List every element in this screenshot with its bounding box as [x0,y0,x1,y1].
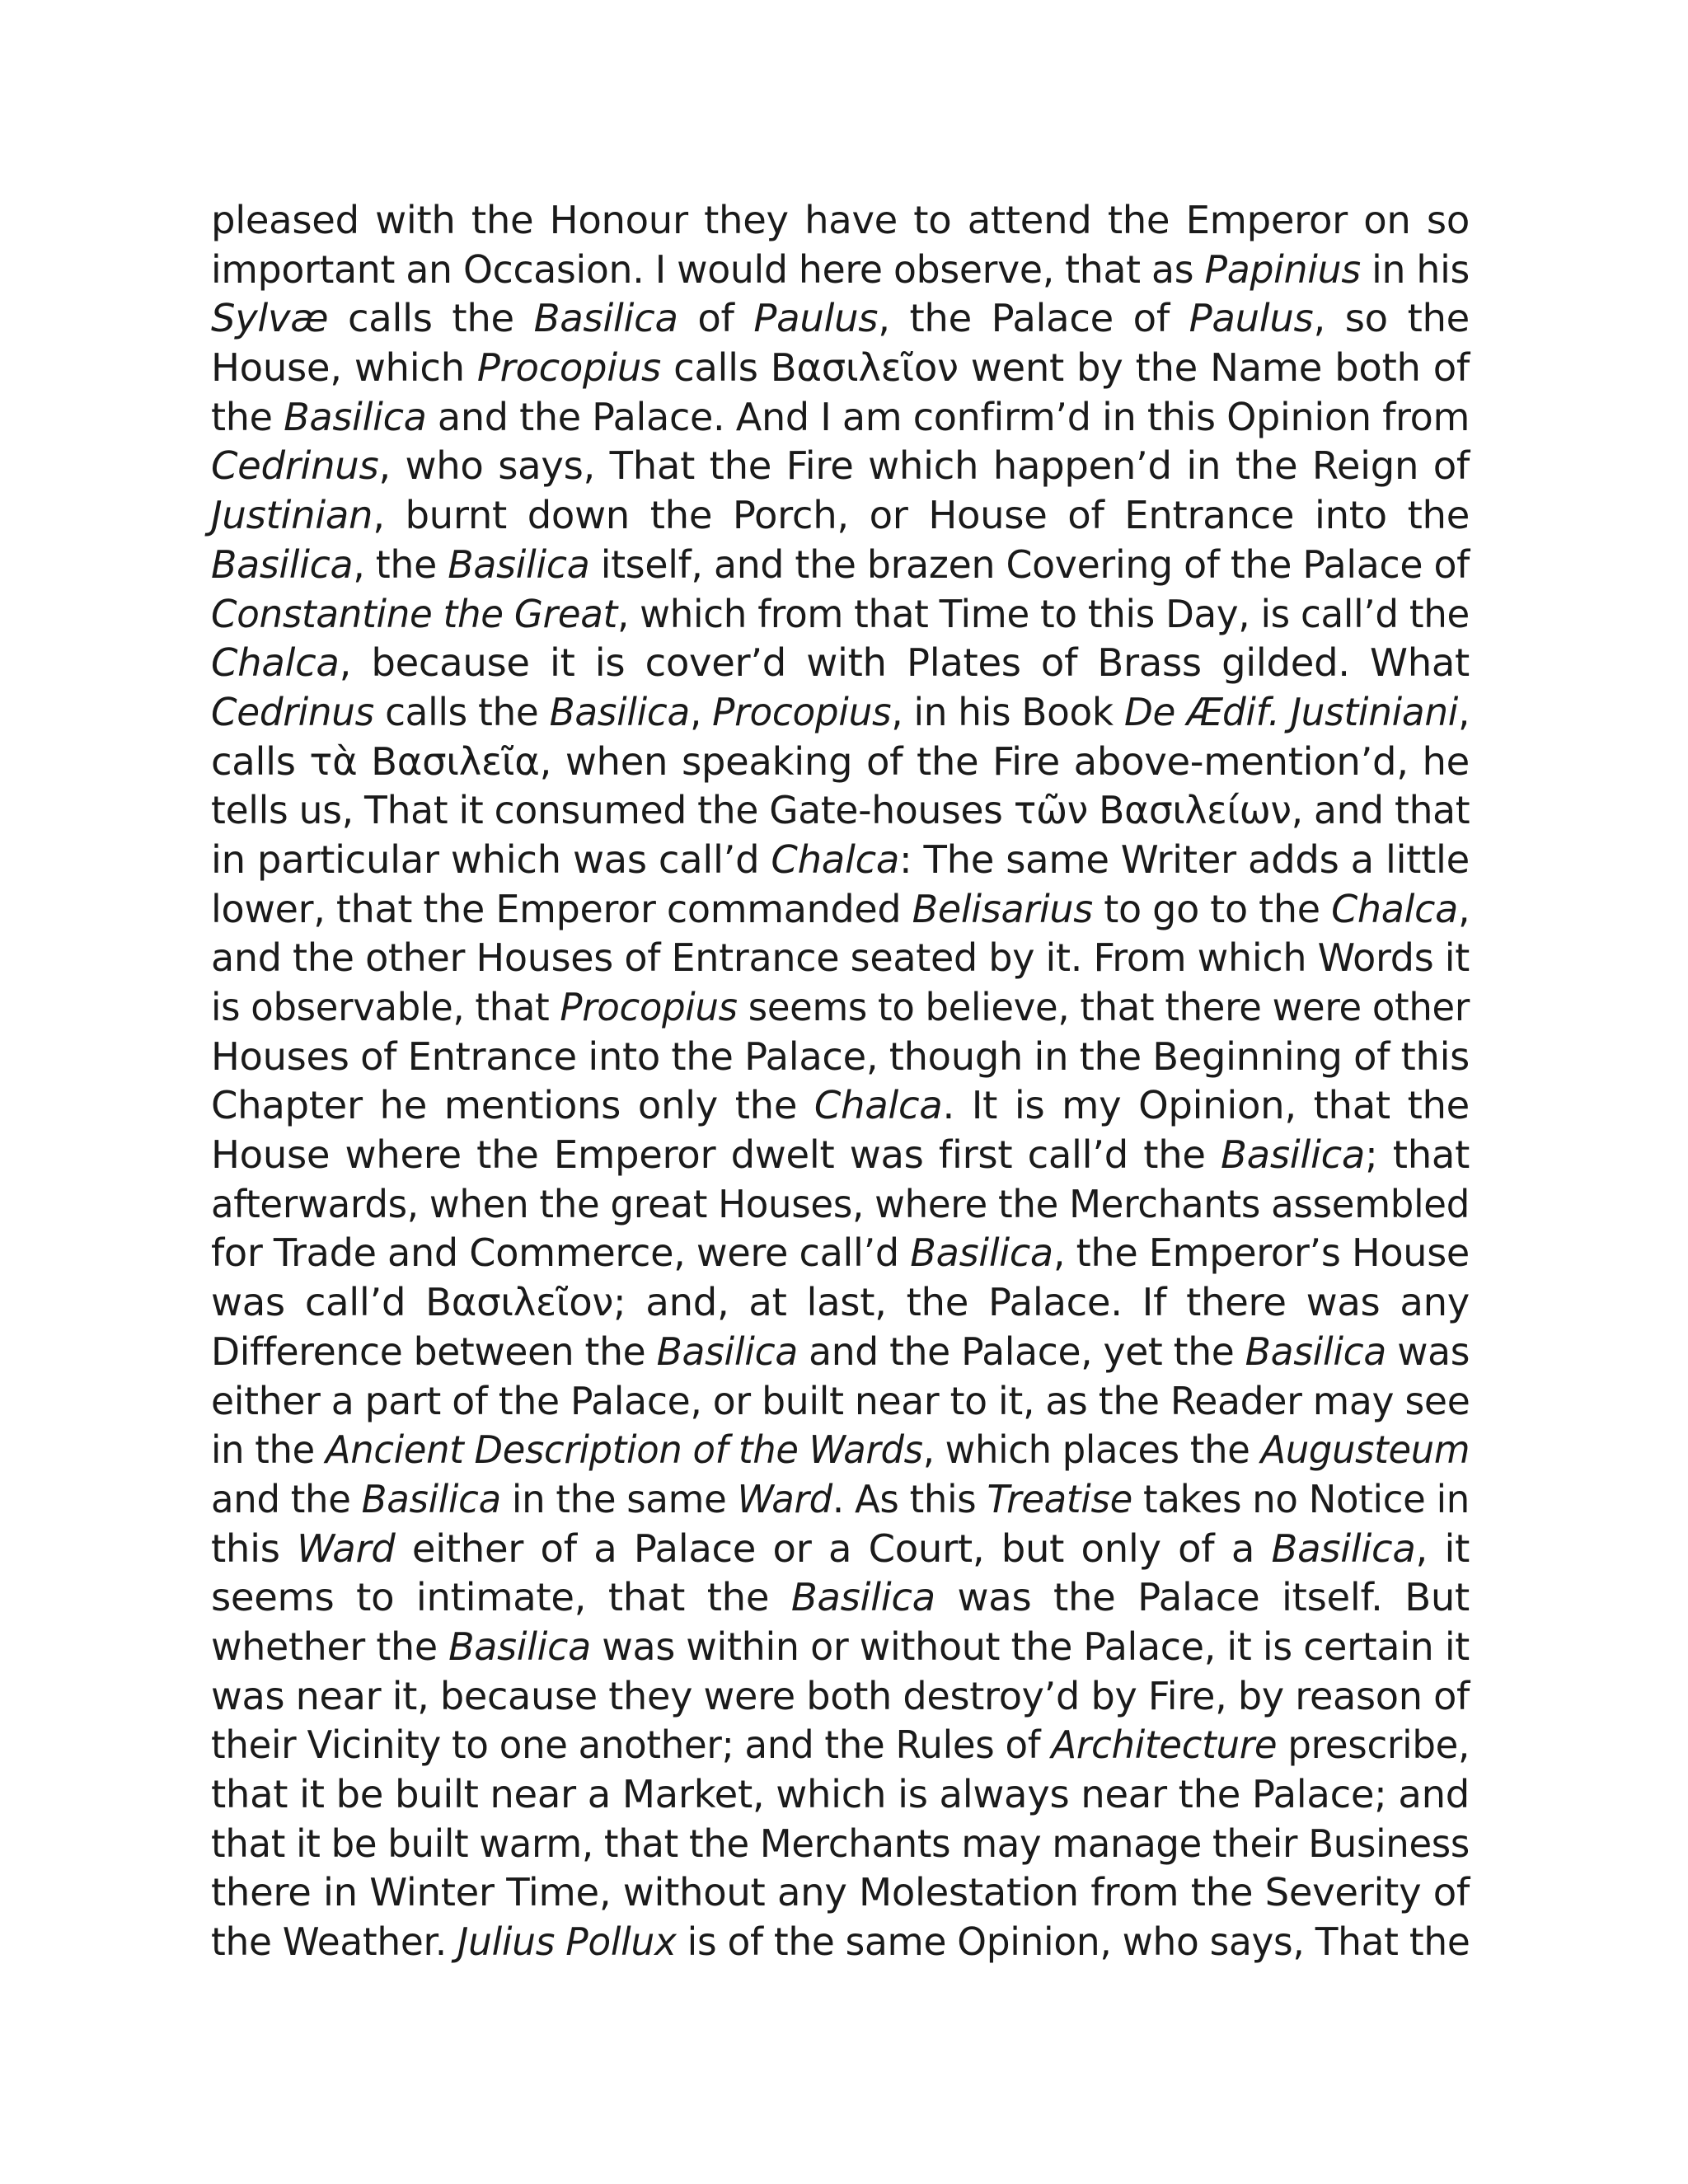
text-line [211,1770,1470,1820]
text-line [211,836,1470,885]
body-text: the [211,394,284,439]
body-text: either a part of the Palace, or built near to it, as the Reader may see [211,1378,1470,1423]
body-text: for Trade and Commerce, were call’d [211,1230,911,1276]
body-text: to go to the [1092,886,1332,931]
document-page [211,196,1470,1967]
body-text: and the Palace, yet the [797,1329,1245,1374]
italic-text: Procopius [476,345,661,391]
italic-text: Ancient Description of the Wards [325,1427,923,1473]
body-text: is observable, that [211,985,560,1029]
body-text: was the Palace itself. But [935,1575,1470,1620]
italic-text: Augusteum [1260,1427,1470,1473]
body-text: , so the [1313,296,1470,341]
body-text: , who says, That the Fire which happen’d in the Reign of [378,443,1470,489]
text-line [211,1377,1470,1427]
italic-text: Basilica [448,1624,591,1669]
body-text: House where the Emperor dwelt was first call’d the [211,1132,1221,1178]
italic-text: Julius Pollux [457,1919,677,1965]
body-text: , [1457,886,1470,931]
text-line [211,1721,1470,1770]
text-line [211,1131,1470,1180]
text-line [211,1573,1470,1623]
body-text: , which places the [922,1427,1261,1473]
body-text: , [689,689,713,734]
body-text: and the other Houses of Entrance seated by it. From which Words it [211,935,1470,981]
text-line [211,1525,1470,1574]
body-text: was call’d Βασιλεῖον; and, at last, the Palace. If there was any [211,1280,1470,1325]
body-text: was within or without the Palace, it is certain it [590,1624,1470,1669]
text-line [211,196,1470,246]
italic-text: Basilica [211,541,354,587]
italic-text: Cedrinus [211,443,379,489]
text-line [211,1081,1470,1131]
italic-text: Chalca [211,640,340,686]
body-text: important an Occasion. I would here observe, that as [211,246,1205,292]
italic-text: Basilica [656,1329,798,1374]
body-text: in particular which was call’d [211,837,771,882]
body-text: that it be built warm, that the Merchants may manage their Business [211,1821,1470,1866]
body-text: lower, that the Emperor commanded [211,886,912,931]
italic-text: Procopius [560,985,738,1029]
body-text: is of the same Opinion, who says, That the [676,1919,1470,1965]
italic-text: Treatise [987,1476,1132,1521]
body-text: pleased with the Honour they have to attend the Emperor on so [211,198,1470,242]
body-text: Difference between the [211,1329,657,1374]
text-line [211,1033,1470,1082]
italic-text: Basilica [910,1230,1053,1276]
body-text: and the Palace. And I am confirm’d in this Opinion from [426,394,1470,439]
italic-text: Paulus [1189,296,1314,341]
body-text: House, which [211,345,477,391]
italic-text: Sylvæ [211,296,329,341]
body-text: itself, and the brazen Covering of the Palace of [589,541,1470,587]
text-line [211,246,1470,295]
body-text: this [211,1526,298,1571]
body-text: , because it is cover’d with Plates of Brass gilded. What [339,640,1470,686]
body-text: . It is my Opinion, that the [942,1083,1470,1128]
italic-text: Chalca [1331,886,1458,931]
italic-text: Basilica [790,1575,935,1620]
italic-text: Architecture [1051,1722,1278,1768]
text-line [211,1426,1470,1475]
italic-text: Basilica [533,296,678,341]
body-text: calls τὰ Βασιλεῖα, when speaking of the Fire above-mention’d, he [211,738,1470,784]
text-line [211,786,1470,836]
text-line [211,1820,1470,1869]
body-text: of [678,296,754,341]
italic-text: Cedrinus [211,689,374,734]
text-line [211,1918,1470,1967]
body-text: the Weather. [211,1919,458,1965]
body-text: . As this [832,1476,987,1521]
body-text: in his [1360,246,1470,292]
text-line [211,1180,1470,1230]
body-text: prescribe, [1277,1722,1470,1768]
text-line [211,1623,1470,1672]
body-text: afterwards, when the great Houses, where the Merchants assembled [211,1181,1470,1226]
text-line [211,442,1470,491]
italic-text: Chalca [771,837,900,882]
body-text: calls the [373,689,550,734]
italic-text: Ward [737,1476,832,1521]
text-line [211,393,1470,443]
text-line [211,1868,1470,1918]
body-text: seems to intimate, that the [211,1575,791,1620]
italic-text: Ward [297,1526,396,1571]
body-text: , in his Book [891,689,1124,734]
italic-text: Basilica [1245,1329,1387,1374]
body-text: that it be built near a Market, which is always near the Palace; and [211,1772,1470,1816]
body-text: , the Palace of [878,296,1189,341]
italic-text: Justinian [211,493,373,538]
italic-text: Belisarius [912,886,1093,931]
text-line [211,1475,1470,1525]
text-line [211,688,1470,738]
text-line [211,541,1470,590]
body-text: calls the [328,296,534,341]
body-text: their Vicinity to one another; and the Rules of [211,1722,1052,1768]
text-line [211,1672,1470,1722]
body-text: ; that [1365,1132,1470,1178]
text-line [211,344,1470,393]
italic-text: Basilica [284,394,427,439]
text-line [211,934,1470,983]
text-line [211,738,1470,787]
italic-text: Papinius [1204,246,1361,292]
italic-text: Constantine the Great [211,591,617,636]
body-text: tells us, That it consumed the Gate-houses τῶν Βασιλείων, and that [211,788,1470,833]
body-text: , which from that Time to this Day, is call’d the [617,591,1470,636]
text-line [211,590,1470,640]
body-text: and the [211,1476,362,1521]
body-text: in the same [500,1476,738,1521]
italic-text: Basilica [549,689,690,734]
body-text: : The same Writer adds a little [899,837,1470,882]
text-line [211,885,1470,935]
italic-text: Basilica [448,541,590,587]
italic-text: De Ædif. Justiniani [1123,689,1458,734]
body-text: calls Βασιλεῖον went by the Name both of [660,345,1470,391]
body-text: Houses of Entrance into the Palace, though in the Beginning of this [211,1033,1470,1079]
text-line [211,983,1470,1033]
text-line [211,639,1470,688]
body-text: in the [211,1427,326,1473]
body-text: , it [1415,1526,1470,1571]
body-text: takes no Notice in [1132,1476,1470,1521]
text-line [211,1278,1470,1328]
text-line [211,1328,1470,1377]
text-line [211,1229,1470,1278]
italic-text: Basilica [1271,1526,1416,1571]
body-text: was [1386,1329,1470,1374]
body-text: whether the [211,1624,449,1669]
body-text: either of a Palace or a Court, but only of a [395,1526,1272,1571]
body-text: , [1457,689,1470,734]
body-text: seems to believe, that there were other [737,985,1470,1029]
body-text: , burnt down the Porch, or House of Entrance into the [373,493,1470,538]
body-text: , the Emperor’s House [1053,1230,1470,1276]
body-text: was near it, because they were both destroy’d by Fire, by reason of [211,1673,1470,1718]
body-text: Chapter he mentions only the [211,1083,814,1128]
body-text: there in Winter Time, without any Molestation from the Severity of [211,1870,1470,1915]
italic-text: Paulus [753,296,879,341]
body-text: , the [353,541,448,587]
italic-text: Procopius [712,689,892,734]
text-line [211,491,1470,541]
italic-text: Basilica [1221,1132,1366,1178]
italic-text: Basilica [361,1476,501,1521]
italic-text: Chalca [814,1083,943,1128]
text-line [211,294,1470,344]
